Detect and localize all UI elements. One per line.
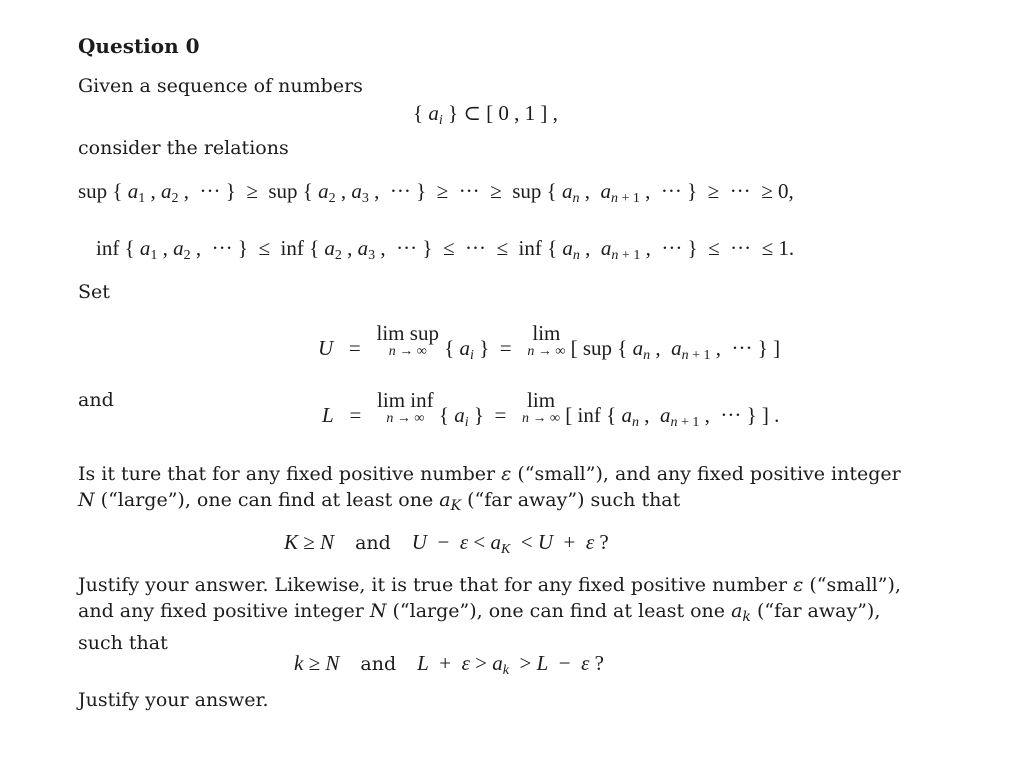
para1-part-b: (“small”), and any fixed positive integer [517,463,901,485]
limit-label: n → ∞ [388,344,427,359]
inf-chain-end: ≤ 1. [761,236,795,260]
limit-label: n → ∞ [522,411,561,426]
para2-part-c: and any fixed positive integer [78,600,364,622]
L-definition: L = lim inf n → ∞ { $a_i$ } = lim n → ∞ [ inf { $a_n$ , $a_n + 1$ , ··· } ] . [322,388,780,430]
given-text: Given a sequence of numbers [78,75,363,97]
and-word: and [355,532,391,554]
consider-text: consider the relations [78,137,289,159]
U-definition: U = lim sup n → ∞ { $a_i$ } = lim n → ∞ [ sup { $a_n$ , $a_n + 1$ , ··· } ] [318,321,781,363]
para2-part-b: (“small”), [809,574,901,596]
para2-part-d: (“large”), one can find at least one [392,600,726,622]
set-text: Set [78,281,110,303]
justify-text: Justify your answer. [78,689,269,711]
question-title: Question 0 [78,34,200,58]
para2-part-f: such that [78,632,168,654]
limit-label: n → ∞ [527,344,566,359]
para2-part-a: Justify your answer. Likewise, it is true that for any fixed positive number [78,574,788,596]
inf-chain: inf { a1 , a2 , ··· } ≤ inf { a2 , a3 , ··· } ≤ ··· ≤ inf { $a_n$ , $a_n + 1$ , ··· } ≤ ··· ≤ 1. [96,236,795,263]
condition-2: k ≥ N and $L + \varepsilon > a_k > L - \varepsilon$ ? [294,651,604,678]
and-label: and [78,389,114,411]
limit-label: n → ∞ [386,411,425,426]
sup-chain: sup { a1 , a2 , ··· } ≥ sup { a2 , a3 , ··· } ≥ ··· ≥ sup { $a_n$ , $a_n + 1$ , ··· } ≥ ··· ≥ 0, [78,179,794,206]
para1-part-d: (“far away”) such that [467,489,681,511]
sup-chain-end: ≥ 0, [761,179,794,203]
para2-part-e: (“far away”), [756,600,881,622]
sequence-expression: { $a_i$ } ⊂ [ 0 , 1 ] , [413,101,558,128]
para1-part-c: (“large”), one can find at least one [100,489,434,511]
para1-part-a: Is it ture that for any fixed positive number [78,463,496,485]
paragraph-1: Is it ture that for any fixed positive number ε (“small”), and any fixed positive integer N (“large”), one can find at least one $a_K$ (“far away”) such that [78,463,901,514]
and-word: and [360,653,397,675]
condition-1: K ≥ N and $U - \varepsilon < a_K < U + \varepsilon$ ? [284,530,609,557]
paragraph-2: Justify your answer. Likewise, it is true that for any fixed positive number ε (“small”), and any fixed positive integer N (“large”), one can find at least one $a_k$ (“far away”), such that [78,574,901,654]
